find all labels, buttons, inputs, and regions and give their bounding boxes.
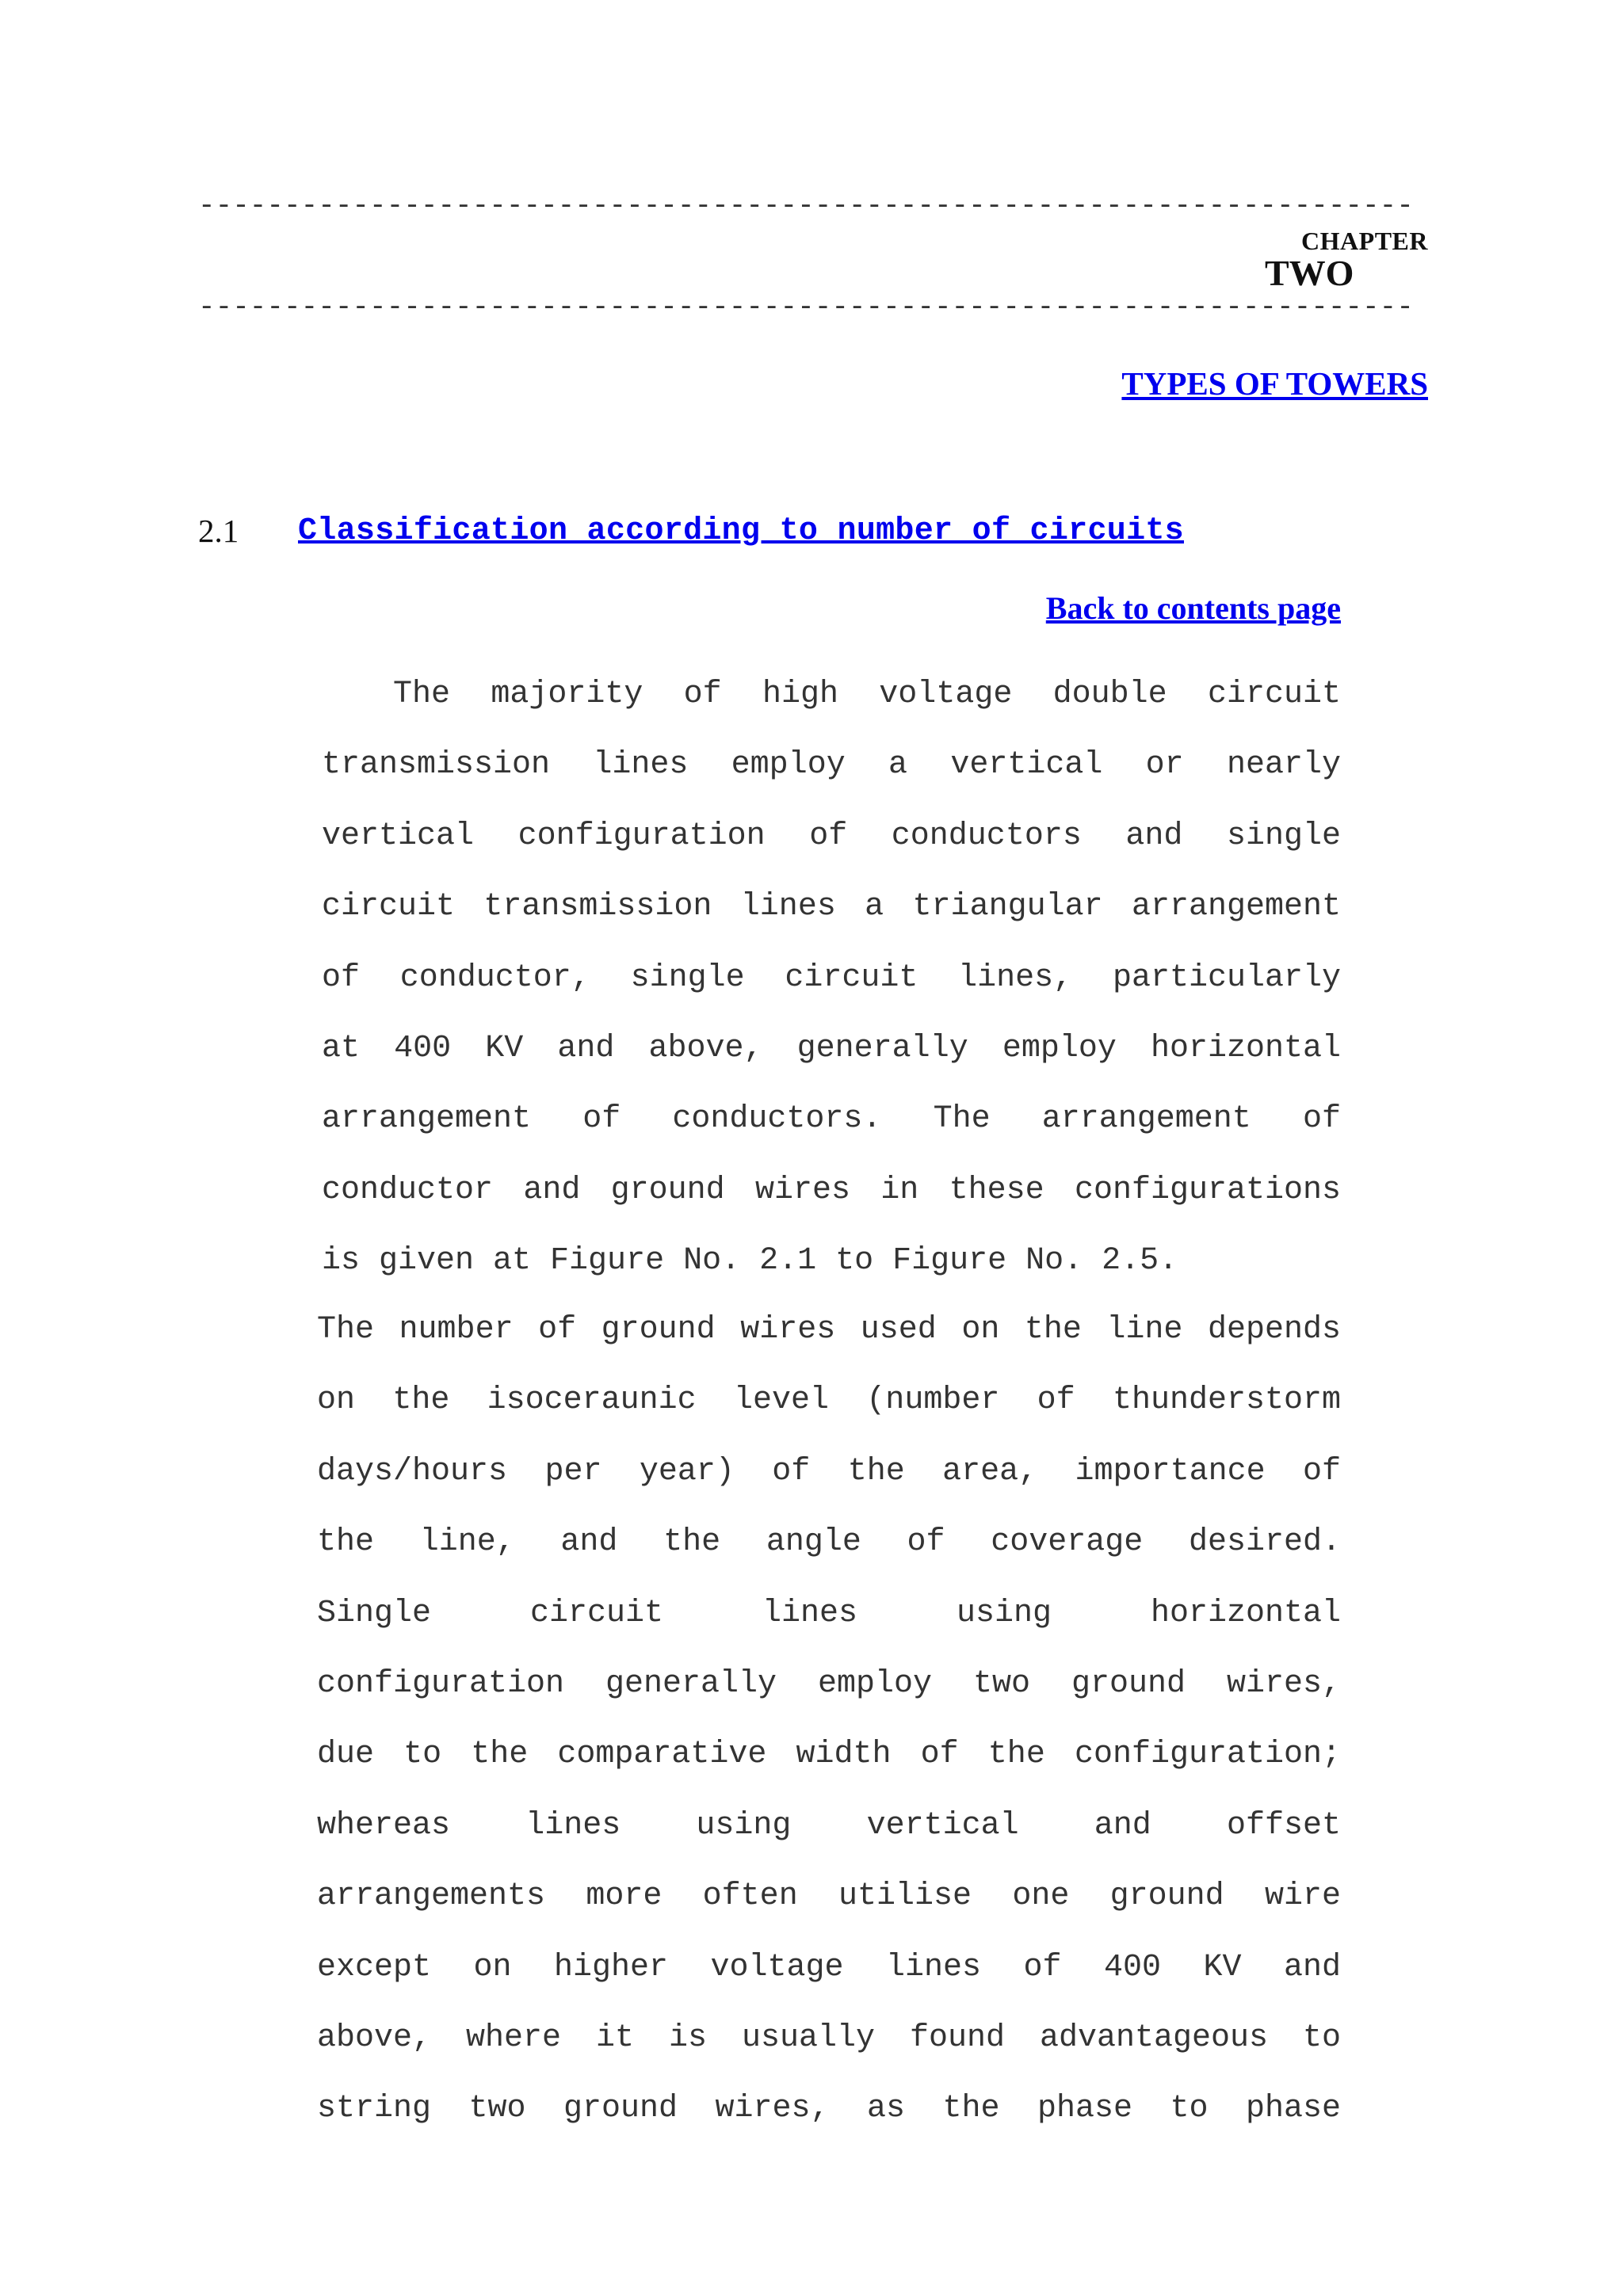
paragraph-line: Single circuit lines using horizontal — [317, 1595, 1341, 1631]
paragraph-line: at 400 KV and above, generally employ horizontal — [322, 1030, 1341, 1066]
header-rule-top: ----------------------------------------------------------------------- — [198, 189, 1414, 222]
paragraph-line: string two ground wires, as the phase to phase — [317, 2091, 1341, 2127]
paragraph-line: arrangement of conductors. The arrangement of — [322, 1101, 1341, 1138]
chapter-number: TWO — [1265, 253, 1354, 293]
section-number: 2.1 — [198, 513, 239, 549]
paragraph-line: The number of ground wires used on the line depends — [317, 1312, 1341, 1348]
header-rule-bottom: ----------------------------------------------------------------------- — [198, 291, 1414, 323]
paragraph-line: configuration generally employ two ground wires, — [317, 1665, 1341, 1702]
chapter-label: CHAPTER — [1301, 227, 1428, 255]
paragraph-line: transmission lines employ a vertical or nearly — [322, 747, 1341, 784]
section-title-link[interactable]: Classification according to number of circuits — [298, 513, 1184, 549]
paragraph-line: vertical configuration of conductors and single — [322, 818, 1341, 854]
paragraph-line: of conductor, single circuit lines, particularly — [322, 959, 1341, 996]
paragraph-line: arrangements more often utilise one ground wire — [317, 1878, 1341, 1915]
paragraph-line: due to the comparative width of the configuration; — [317, 1737, 1341, 1773]
paragraph-line: above, where it is usually found advantageous to — [317, 2019, 1341, 2056]
paragraph-line: conductor and ground wires in these configurations — [322, 1172, 1341, 1208]
paragraph-line: except on higher voltage lines of 400 KV and — [317, 1949, 1341, 1985]
paragraph-line: whereas lines using vertical and offset — [317, 1807, 1341, 1844]
chapter-title-link[interactable]: TYPES OF TOWERS — [1121, 365, 1428, 402]
paragraph-line: is given at Figure No. 2.1 to Figure No. 2.5. — [322, 1243, 1178, 1280]
paragraph-1 — [322, 659, 1341, 1297]
paragraph-line: the line, and the angle of coverage desired. — [317, 1524, 1341, 1561]
back-to-contents-link[interactable]: Back to contents page — [1045, 590, 1341, 626]
paragraph-line: on the isoceraunic level (number of thunderstorm — [317, 1383, 1341, 1419]
paragraph-line: days/hours per year) of the area, importance of — [317, 1453, 1341, 1489]
paragraph-line: circuit transmission lines a triangular arrangement — [322, 889, 1341, 925]
paragraph-line: The majority of high voltage double circuit — [393, 677, 1341, 712]
paragraph-2 — [317, 1295, 1341, 2145]
